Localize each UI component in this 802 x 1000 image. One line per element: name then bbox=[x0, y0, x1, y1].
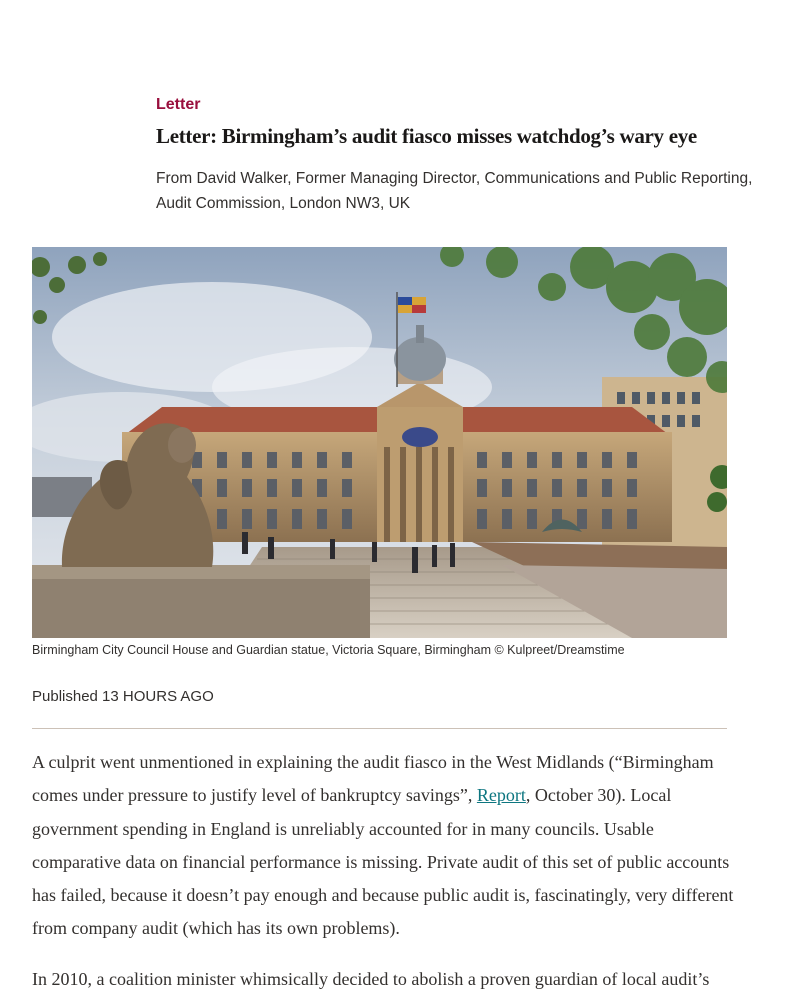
standfirst: From David Walker, Former Managing Director, Communications and Public Reporting, Audit Commission, London NW3, UK bbox=[156, 170, 753, 212]
paragraph-2: In 2010, a coalition minister whimsically decided to abolish a proven guardian of local audit’s bbox=[32, 968, 710, 989]
kicker-link[interactable]: Letter bbox=[156, 96, 201, 113]
headline: Letter: Birmingham’s audit fiasco misses watchdog’s wary eye bbox=[156, 124, 697, 148]
hero-image bbox=[32, 247, 727, 638]
paragraph-1 bbox=[32, 746, 747, 946]
paragraph-1-rest: , October 30). Local government spending in England is unreliably accounted for in many councils. Usable comparative data on financial performance is missing. Private audit of this set of public accounts has failed, because it doesn’t pay enough and because public audit is, fascinatingly, very different from company audit (which has its own problems). bbox=[32, 785, 734, 939]
image-caption: Birmingham City Council House and Guardian statue, Victoria Square, Birmingham © Kulpreet/Dreamstime bbox=[32, 643, 625, 657]
paragraph-1-lead: A culprit went unmentioned in explaining the audit fiasco in the West Midlands (“Birmingham comes under pressure to justify level of bankruptcy savings”, bbox=[32, 752, 714, 806]
published-timestamp: Published 13 HOURS AGO bbox=[32, 688, 214, 705]
article-body bbox=[32, 746, 747, 1000]
report-link[interactable]: Report bbox=[476, 785, 526, 806]
divider bbox=[32, 728, 727, 729]
